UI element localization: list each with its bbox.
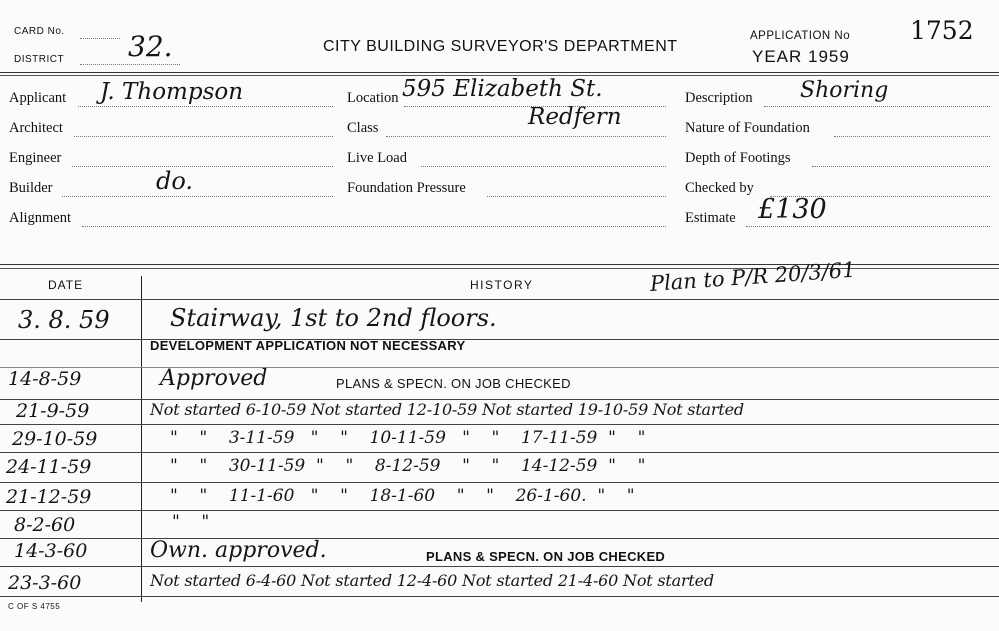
estimate-line (746, 226, 990, 227)
card-no-label: CARD No. (14, 26, 65, 37)
alignment-label: Alignment (9, 210, 72, 226)
history-date: 8-2-60 (14, 514, 76, 536)
date-column-divider (141, 276, 142, 602)
alignment-line (82, 226, 666, 227)
depth-of-footings-label: Depth of Footings (685, 150, 791, 166)
location-value-line2: Redfern (528, 104, 622, 130)
history-date: 21-9-59 (16, 400, 90, 422)
history-entry: Own. approved. (150, 538, 327, 563)
live-load-label: Live Load (347, 150, 407, 166)
builder-value: do. (156, 167, 194, 195)
engineer-label: Engineer (9, 150, 62, 166)
applicant-value: J. Thompson (100, 79, 244, 105)
nature-of-foundation-line (834, 136, 990, 137)
estimate-label: Estimate (685, 210, 736, 226)
architect-line (74, 136, 333, 137)
engineer-line (72, 166, 333, 167)
row-rule (0, 299, 999, 300)
architect-label: Architect (9, 120, 63, 136)
history-entry: Not started 6-4-60 Not started 12-4-60 Not started 21-4-60 Not started (150, 571, 714, 590)
foundation-pressure-line (487, 196, 666, 197)
row-rule (0, 566, 999, 567)
department-title: CITY BUILDING SURVEYOR'S DEPARTMENT (323, 38, 678, 55)
applicant-line (78, 106, 333, 107)
history-entry: " " 30-11-59 " " 8-12-59 " " 14-12-59 " " (170, 456, 646, 476)
history-entry: Approved (160, 366, 268, 391)
history-header: HISTORY (470, 278, 534, 292)
district-value: 32. (128, 30, 173, 63)
builder-label: Builder (9, 180, 53, 196)
applicant-label: Applicant (9, 90, 67, 106)
history-date: 24-11-59 (6, 456, 92, 478)
row-rule (0, 452, 999, 453)
checked-by-label: Checked by (685, 180, 754, 196)
row-rule (0, 510, 999, 511)
live-load-line (421, 166, 666, 167)
history-entry: " " 3-11-59 " " 10-11-59 " " 17-11-59 " " (170, 428, 646, 448)
history-date: 14-3-60 (14, 540, 88, 562)
description-line (764, 106, 990, 107)
form-code: C OF S 4755 (8, 602, 61, 611)
card-no-line (80, 38, 120, 39)
row-rule (0, 424, 999, 425)
estimate-value: £130 (758, 194, 827, 225)
application-label: APPLICATION No (750, 30, 851, 42)
class-line (386, 136, 666, 137)
location-value-line1: 595 Elizabeth St. (402, 76, 603, 102)
history-entry: Stairway, 1st to 2nd floors. (170, 304, 497, 332)
header-rule (0, 72, 999, 73)
row-rule (0, 482, 999, 483)
history-stamp: PLANS & SPECN. ON JOB CHECKED (336, 376, 571, 391)
row-rule (0, 367, 999, 368)
row-rule (0, 596, 999, 597)
district-label: DISTRICT (14, 54, 65, 65)
nature-of-foundation-label: Nature of Foundation (685, 120, 810, 136)
history-date: 29-10-59 (12, 428, 98, 450)
foundation-pressure-label: Foundation Pressure (347, 180, 466, 196)
history-date: 14-8-59 (8, 368, 82, 390)
date-header: DATE (48, 278, 84, 292)
history-stamp: DEVELOPMENT APPLICATION NOT NECESSARY (150, 338, 466, 353)
year: YEAR 1959 (752, 47, 850, 66)
history-entry: Not started 6-10-59 Not started 12-10-59 Not started 19-10-59 Not started (150, 400, 744, 419)
history-entry: " " 11-1-60 " " 18-1-60 " " 26-1-60. " " (170, 486, 635, 506)
history-date: 23-3-60 (8, 572, 82, 594)
history-entry: " " (172, 512, 210, 532)
description-value: Shoring (800, 78, 889, 103)
builder-line (62, 196, 333, 197)
history-stamp: PLANS & SPECN. ON JOB CHECKED (426, 549, 666, 564)
history-date: 21-12-59 (6, 486, 92, 508)
application-number: 1752 (910, 16, 974, 45)
depth-of-footings-line (812, 166, 990, 167)
history-date: 3. 8. 59 (18, 306, 110, 334)
class-label: Class (347, 120, 379, 136)
plan-note: Plan to P/R 20/3/61 (649, 257, 857, 296)
district-line (80, 64, 180, 65)
description-label: Description (685, 90, 753, 106)
location-label: Location (347, 90, 399, 106)
